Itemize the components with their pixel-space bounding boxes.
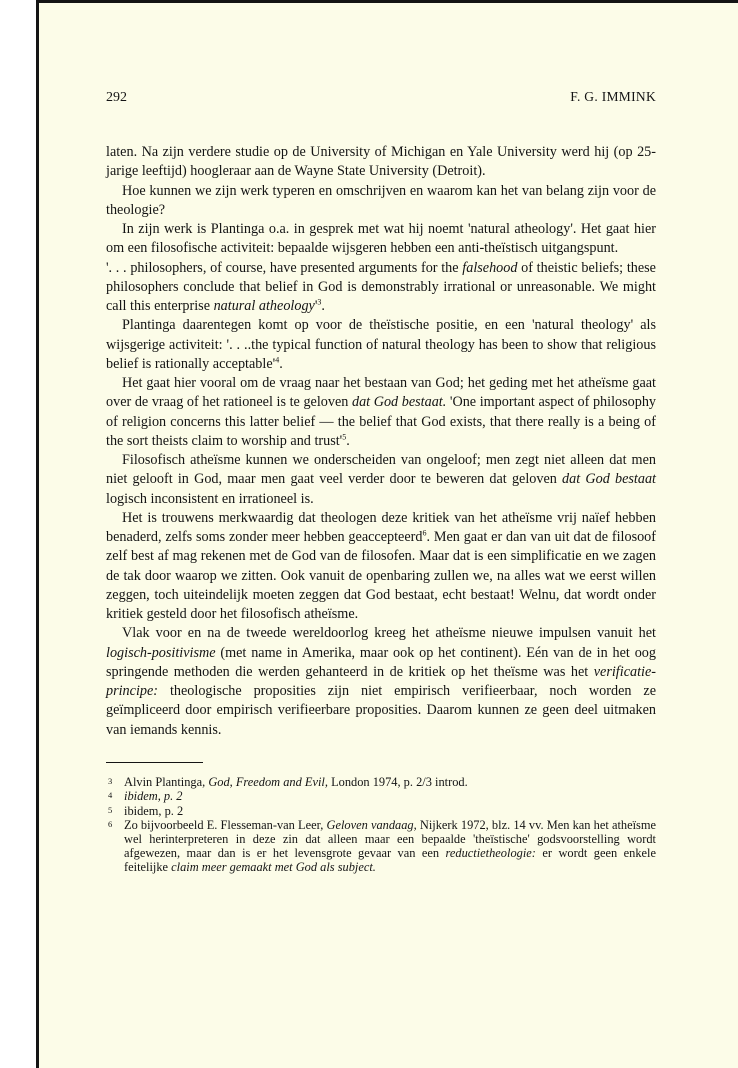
footnote-mark: 4 bbox=[108, 790, 113, 801]
p9-emphasis-logisch-positivisme: logisch-positivisme bbox=[106, 644, 216, 661]
footnote-rule bbox=[106, 762, 203, 764]
paragraph-9 bbox=[106, 624, 656, 740]
paragraph-1-text: laten. Na zijn verdere studie op de University of Michigan en Yale University werd hij (op 25-jarige leeftijd) hoogleraar aan de Wayne State University (Detroit). bbox=[106, 144, 656, 180]
p9-text-c: (met name in Amerika, maar ook op het continent). Eén van de in het oog springende methoden die werden gehanteerd in de kritiek op het theïsme was het bbox=[106, 644, 656, 680]
footnote-mark: 5 bbox=[108, 804, 113, 815]
page-content bbox=[106, 88, 656, 875]
footnote-ref-3[interactable]: 3 bbox=[317, 297, 322, 307]
p7-text-c: logisch inconsistent en irrationeel is. bbox=[106, 490, 314, 507]
fn6-title: Geloven vandaag, bbox=[326, 817, 417, 832]
footnote-text bbox=[124, 804, 656, 818]
running-head bbox=[106, 88, 656, 107]
p9-emphasis-verificatie-principe: verificatie-principe: bbox=[106, 663, 656, 699]
p4-text-c: of theistic beliefs; these philosophers conclude that belief in God is demonstrably irrational or unreasonable. We might call this enterprise bbox=[106, 259, 656, 314]
p4-text-a: '. . . philosophers, of course, have presented arguments for the bbox=[106, 259, 463, 276]
footnote-3 bbox=[106, 775, 656, 789]
paragraph-6 bbox=[106, 374, 656, 451]
p7-text-a: Filosofisch atheïsme kunnen we onderscheiden van ongeloof; men zegt niet alleen dat men niet gelooft in God, maar men gaat veel verder door te beweren dat geloven bbox=[106, 452, 656, 488]
running-head-author: F. G. IMMINK bbox=[570, 89, 656, 104]
footnote-text bbox=[124, 775, 656, 789]
paragraph-7 bbox=[106, 451, 656, 509]
p5-text-a: Plantinga daarentegen komt op voor de theïstische positie, en een 'natural theology' als wijsgerige activiteit: '. . ..the typical function of natural theology has been to show that religious belief is rationally acceptable' bbox=[106, 317, 656, 372]
fn5-ibidem: ibidem, p. 2 bbox=[124, 803, 184, 818]
p8-text-a: Het is trouwens merkwaardig dat theologen deze kritiek van het atheïsme vrij naïef hebben benaderd, zelfs soms zonder meer hebben geaccepteerd bbox=[106, 509, 656, 545]
fn3-text-c: London 1974, p. 2/3 introd. bbox=[327, 775, 468, 790]
paragraph-8 bbox=[106, 509, 656, 625]
p6-text-a: Het gaat hier vooral om de vraag naar het bestaan van God; het geding met het atheïsme gaat over de vraag of het rationeel is te geloven bbox=[106, 375, 656, 411]
p7-emphasis-dat-god-bestaat: dat God bestaat bbox=[562, 471, 656, 488]
paragraph-1 bbox=[106, 143, 656, 182]
paragraph-2-text: Hoe kunnen we zijn werk typeren en omschrijven en waarom kan het van belang zijn voor de theologie? bbox=[106, 182, 656, 218]
p5-text-b: . bbox=[279, 355, 283, 372]
page-number: 292 bbox=[106, 90, 127, 105]
p4-text-e: ' bbox=[314, 298, 318, 314]
paragraph-5 bbox=[106, 316, 656, 374]
fn4-ibidem: ibidem, p. 2 bbox=[124, 789, 183, 804]
body-text bbox=[106, 143, 656, 740]
footnotes bbox=[106, 775, 656, 874]
paragraph-3-text: In zijn werk is Plantinga o.a. in gesprek met wat hij noemt 'natural atheology'. Het gaat hier om een filosofische activiteit: bepaalde wijsgeren hebben een anti-theïstisch uitgangspunt. bbox=[106, 221, 656, 257]
fn6-text-a: Zo bijvoorbeeld E. Flesseman-van Leer, bbox=[124, 817, 327, 832]
fn6-emphasis-claim: claim meer gemaakt met God als subject. bbox=[171, 860, 376, 875]
p6-text-c: 'One important aspect of philosophy of religion concerns this latter belief — the belief that God exists, that there really is a being of the sort theists claim to worship and trust' bbox=[106, 394, 657, 449]
p4-emphasis-falsehood: falsehood bbox=[462, 259, 518, 276]
p4-text-f: . bbox=[321, 298, 325, 314]
p6-emphasis-dat-god-bestaat: dat God bestaat. bbox=[351, 394, 447, 411]
p9-text-a: Vlak voor en na de tweede wereldoorlog kreeg het atheïsme nieuwe impulsen vanuit het bbox=[122, 625, 656, 642]
footnote-ref-5[interactable]: 5 bbox=[342, 432, 347, 442]
p8-text-b: . Men gaat er dan van uit dat de filosoof zelf best af mag rekenen met de God van de filosofen. Maar dat is een simplificatie en we zagen de tak door waarop we zitten. Ook vanuit de openbaring zullen we, na alles wat we eerst willen zeggen, toch uiteindelijk moeten zeggen dat God bestaat, echt bestaat! Welnu, dat wordt onder kritiek gesteld door het filosofisch atheïsme. bbox=[106, 529, 656, 622]
footnote-mark: 3 bbox=[108, 776, 113, 787]
p4-emphasis-natural-atheology: natural atheology bbox=[213, 298, 315, 314]
p9-text-e: theologische proposities zijn niet empirisch verifieerbaar, noch worden ze geïmpliceerd door empirisch verifieerbare proposities. Daarom kunnen ze geen deel uitmaken van iemands kennis. bbox=[106, 683, 656, 738]
fn3-text-a: Alvin Plantinga, bbox=[124, 775, 209, 790]
footnote-ref-4[interactable]: 4 bbox=[275, 355, 280, 365]
fn6-text-c: Nijkerk 1972, blz. 14 vv. Men kan het atheïsme wel herinterpreteren in deze zin dat alleen maar een bepaalde 'theïstische' godsvoorstelling wordt afgewezen, maar dan is er het levensgrote gevaar van een bbox=[124, 817, 656, 861]
footnote-text bbox=[124, 789, 656, 803]
paragraph-3 bbox=[106, 220, 656, 259]
fn3-title: God, Freedom and Evil, bbox=[208, 775, 328, 790]
fn6-emphasis-reductietheologie: reductietheologie: bbox=[445, 846, 536, 861]
footnote-4 bbox=[106, 789, 656, 803]
footnote-6 bbox=[106, 818, 656, 875]
footnote-mark: 6 bbox=[108, 818, 113, 829]
footnote-text bbox=[124, 818, 656, 875]
fn6-text-e: er wordt geen enkele feitelijke bbox=[124, 846, 656, 875]
paragraph-2 bbox=[106, 182, 656, 221]
footnote-ref-6[interactable]: 6 bbox=[422, 528, 427, 538]
quote-paragraph-4 bbox=[106, 259, 656, 317]
footnote-5 bbox=[106, 804, 656, 818]
p6-text-d: . bbox=[346, 432, 350, 449]
